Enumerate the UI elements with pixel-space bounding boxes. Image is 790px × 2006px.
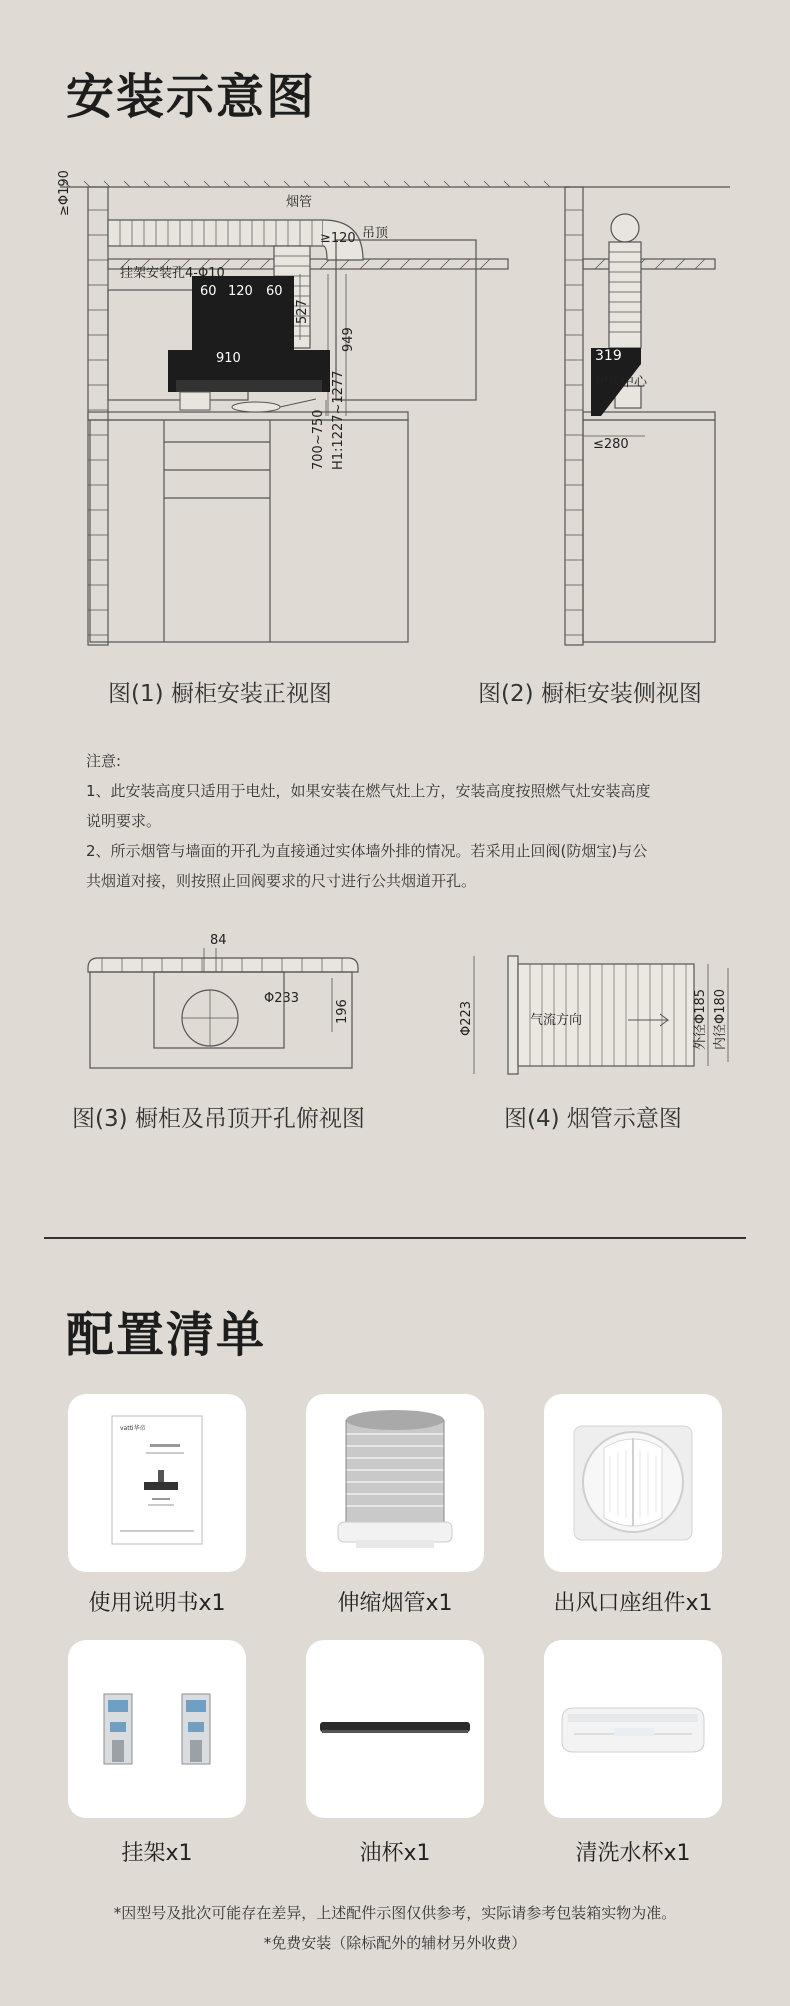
dim-223-label: Φ223 [459, 1000, 474, 1036]
dim-949-label: 949 [341, 327, 356, 352]
dim-527-label: 527 [295, 299, 310, 324]
section-divider [44, 1237, 746, 1239]
dim-910-label: 910 [216, 351, 241, 366]
side-view-diagram [565, 180, 730, 660]
ceiling-label: 吊顶 [362, 226, 389, 241]
notes-heading: 注意: [86, 752, 122, 770]
item-label-manual: 使用说明书x1 [88, 1591, 226, 1616]
item-label-pipe: 伸缩烟管x1 [337, 1591, 453, 1616]
dim-233-label: Φ233 [264, 991, 300, 1006]
dim-60a-label: 60 [200, 284, 217, 299]
flow-label: 气流方向 [530, 1013, 583, 1028]
item-card-oil-cup [306, 1640, 484, 1818]
front-view-diagram [57, 170, 570, 660]
install-notes [86, 746, 736, 896]
bracket-image [68, 1640, 246, 1818]
oil-cup-image [306, 1640, 484, 1818]
item-label-water-cup: 清洗水杯x1 [575, 1841, 691, 1866]
fig1-caption: 图(1) 橱柜安装正视图 [108, 681, 332, 707]
hole-label: 挂架安装孔4-Φ10 [120, 266, 225, 281]
burner-label: 炉头中心 [595, 375, 648, 390]
fig3-caption: 图(3) 橱柜及吊顶开孔俯视图 [72, 1106, 365, 1132]
item-label-outlet: 出风口座组件x1 [553, 1591, 713, 1616]
item-label-oil-cup: 油杯x1 [359, 1841, 431, 1866]
pipe-diagram [458, 950, 748, 1080]
dim-120-label: ≥120 [320, 231, 356, 246]
manual-brand: vatti华帝 [120, 1425, 146, 1432]
manual-image [68, 1394, 246, 1572]
item-card-bracket [68, 1640, 246, 1818]
dim-h1-label: H1:1227~1277 [331, 370, 346, 470]
item-card-water-cup [544, 1640, 722, 1818]
dim-120w-label: 120 [228, 284, 253, 299]
pipe-label: 烟管 [286, 195, 313, 210]
footnote-variation: *因型号及批次可能存在差异，上述配件示图仅供参考，实际请参考包装箱实物为准。 [113, 1904, 677, 1922]
dim-84-label: 84 [210, 933, 227, 948]
item-card-pipe [306, 1394, 484, 1572]
outlet-seat-image [544, 1394, 722, 1572]
notes-line2b: 共烟道对接，则按照止回阀要求的尺寸进行公共烟道开孔。 [86, 872, 477, 890]
telescopic-pipe-image [306, 1394, 484, 1572]
fig2-caption: 图(2) 橱柜安装侧视图 [478, 681, 702, 707]
fig4-caption: 图(4) 烟管示意图 [504, 1106, 682, 1132]
item-card-manual [68, 1394, 246, 1572]
outer-diameter-label: 外径Φ185 [693, 988, 708, 1050]
inner-diameter-label: 内径Φ180 [713, 988, 728, 1050]
item-card-outlet [544, 1394, 722, 1572]
top-view-diagram [82, 928, 362, 1078]
item-label-bracket: 挂架x1 [121, 1841, 193, 1866]
dim-700-label: 700~750 [311, 409, 326, 470]
install-title: 安装示意图 [66, 69, 317, 125]
water-cup-image [544, 1640, 722, 1818]
footnote-free-install: *免费安装（除标配外的辅材另外收费） [263, 1934, 527, 1952]
dim-280-label: ≤280 [593, 437, 629, 452]
notes-line1: 1、此安装高度只适用于电灶，如果安装在燃气灶上方，安装高度按照燃气灶安装高度 [86, 782, 651, 800]
config-title: 配置清单 [66, 1307, 267, 1363]
dim-319-label: 319 [595, 348, 622, 364]
notes-line1b: 说明要求。 [86, 812, 162, 830]
notes-line2: 2、所示烟管与墙面的开孔为直接通过实体墙外排的情况。若采用止回阀(防烟宝)与公 [86, 842, 648, 860]
dim-60b-label: 60 [266, 284, 283, 299]
dim-190-label: ≥Φ190 [57, 170, 72, 216]
dim-196-label: 196 [335, 999, 350, 1024]
